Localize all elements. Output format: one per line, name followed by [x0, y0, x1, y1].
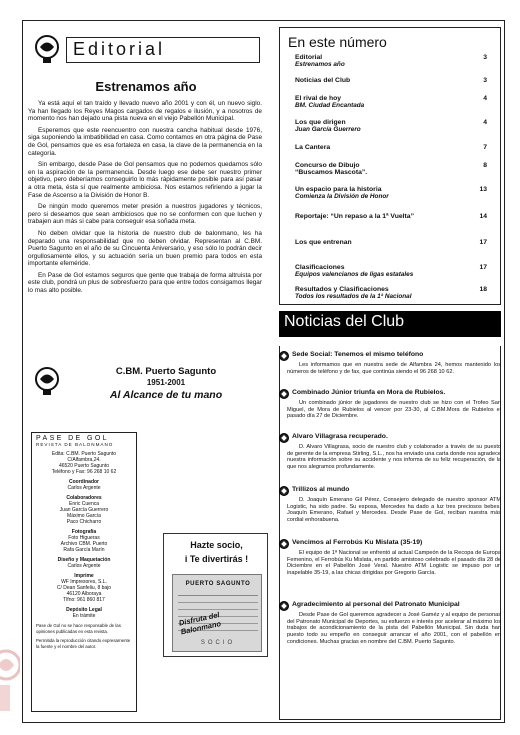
toc-item-title: Reportaje: “Un repaso a la 1ª Vuelta” — [295, 213, 414, 220]
news-item — [279, 487, 501, 524]
credits-notes — [36, 623, 132, 649]
club-watermark-icon — [0, 645, 20, 717]
publisher-line: Teléfono y Fax: 96 268 10 62 — [51, 469, 117, 475]
credits-note: Permitida la reproducción citando expresamente la fuente y el nombre del autor. — [36, 638, 131, 649]
editorial-paragraph: Sin embargo, desde Pase de Gol pensamos que no podemos quedarnos sólo en la aspiración de la permanencia. Desde luego ese debe ser nuestro primer objetivo, pero deberíamos conseguirlo lo más rápidamente posible para así pasar a otra meta, ésta sí que realmente ambiciosa. Nos estamos refiriendo a jugar la Fase de Ascenso a la División de Honor B. — [28, 161, 262, 199]
credits-block — [36, 529, 132, 553]
publisher-line: Edita: C.BM. Puerto Sagunto — [51, 451, 117, 457]
signature-years: 1951-2001 — [146, 378, 186, 387]
news-heading — [279, 434, 501, 441]
card-header: PUERTO SAGUNTO — [185, 581, 251, 587]
editorial-title-box — [66, 37, 260, 63]
credits-head: Depósito Legal — [66, 607, 102, 613]
toc-item-page: 7 — [483, 144, 487, 151]
credits-line: Carlos Argente — [67, 563, 101, 569]
credits-line: Rafa García Marín — [63, 547, 105, 553]
toc-item-subtitle: Todos los resultados de la 1ª Nacional — [295, 293, 412, 300]
editorial-column — [26, 24, 266, 720]
club-logo-icon — [34, 34, 60, 64]
news-item — [279, 602, 501, 646]
handball-icon — [279, 601, 289, 611]
toc-item[interactable] — [295, 144, 495, 151]
editorial-paragraph: Ya está aquí el tan traído y llevado nuevo año 2001 y con él, un nuevo siglo. Ya han llegado los Reyes Magos cargados de regalos e ilusión, y a nosotros de momento nos han dejado una pista nueva en el viejo Pabellón Municipal. — [28, 100, 262, 123]
card-footer: SOCIO — [200, 640, 236, 646]
credits-line: Foto Higueras — [68, 535, 100, 541]
credits-block — [36, 573, 132, 603]
toc-item[interactable] — [295, 77, 495, 84]
credits-block — [36, 479, 132, 491]
membership-promo — [163, 533, 268, 657]
toc-title: En este número — [288, 34, 387, 50]
credits-box — [31, 432, 137, 712]
toc-item-page: 17 — [479, 264, 487, 271]
toc-item-title: La Cantera — [295, 144, 331, 151]
toc-item-page: 17 — [479, 239, 487, 246]
toc-item[interactable] — [295, 54, 495, 68]
toc-item-subtitle: Equipos valencianos de ligas estatales — [295, 271, 414, 278]
toc-item-page: 3 — [483, 77, 487, 84]
editorial-title: Editorial — [73, 39, 166, 59]
promo-line1: Hazte socio, — [190, 540, 243, 550]
toc-item-subtitle: Juan García Guerrero — [295, 126, 361, 133]
credits-head: Coordinador — [69, 479, 99, 485]
toc-item[interactable] — [295, 186, 495, 200]
toc-item-page: 18 — [479, 286, 487, 293]
card-stamp: Disfruta del Balonmano — [178, 610, 222, 637]
toc-item[interactable] — [295, 119, 495, 133]
editorial-paragraph: En Pase de Gol estamos seguros que gente que trabaja de forma altruista por este club, pondrá un plus de sobresfuerzo para que entre todos consigamos llegar lo mas alto posible. — [28, 271, 262, 295]
news-heading — [279, 540, 501, 547]
credits-note: Pase de Gol no se hace responsable de las opiniones publicadas en esta revista. — [36, 623, 121, 634]
toc-item-title: Resultados y Clasificaciones — [295, 286, 389, 293]
news-item — [279, 352, 501, 375]
credits-line: Archivo CBM. Puerto — [60, 541, 108, 547]
editorial-paragraph: Esperemos que este reencuentro con nuestra cancha habitual desde 1976, siga suponiendo la imbatibilidad en casa. Como contamos en otra página de Pase de Gol, pensamos que es esa fortaleza en casa, la clave de la permanencia en la categoría. — [28, 126, 262, 157]
toc-item[interactable] — [295, 213, 495, 220]
credits-block — [36, 557, 132, 569]
news-heading-text: Agradecimiento al personal del Patronato Municipal — [292, 601, 460, 608]
editorial-headline: Estrenamos año — [95, 79, 197, 94]
toc-item-subtitle: Estrenamos año — [295, 61, 345, 68]
membership-card-image — [172, 574, 262, 652]
credits-line: En trámite — [72, 613, 96, 619]
toc-item-title: Los que entrenan — [295, 239, 352, 246]
publisher-line: 46520 Puerto Sagunto — [58, 463, 110, 469]
toc-item-page: 14 — [479, 213, 487, 220]
news-heading — [279, 602, 501, 609]
news-body: D. Alvaro Villagrasa, socio de nuestro club y colaborador a través de su puesto de gerente de la empresa Stirling, S.L., nos ha enviado una carta donde nos agradece nuestra información sobre su accidente y nos informa de su feliz recuperación, de la que nos alegramos profundamente. — [287, 443, 501, 471]
news-heading — [279, 352, 501, 359]
credits-block — [36, 495, 132, 525]
news-title-bar — [279, 311, 501, 337]
news-item — [279, 540, 501, 577]
news-heading-text: Alvaro Villagrasa recuperado. — [292, 433, 388, 440]
credits-head: Fotografía — [71, 529, 97, 535]
credits-head: Imprime — [74, 573, 94, 579]
news-heading — [279, 487, 501, 494]
toc-item-title: Editorial — [295, 54, 323, 61]
news-body: Les informamos que en nuestra sede de Alfambra 24, hemos mantenido los números de teléfono y de fax, que continúa siendo el 96 268 10 62. — [287, 361, 501, 375]
news-heading-text: Sede Social: Tenemos el mismo teléfono — [292, 351, 424, 358]
toc-item-page: 4 — [483, 119, 487, 126]
editorial-paragraph: De ningún modo queremos meter presión a nuestros jugadores y técnicos, pero si deseamos que sean ambiciosos que no se conformen con que luchen y trabajen aun más si cabe para conseguir esa soñada meta. — [28, 203, 262, 226]
credits-line: C/ Dean Sanfeliu, 8 bajo — [56, 585, 112, 591]
publisher-line: C/Alfambra,24. — [67, 457, 101, 463]
editorial-paragraph: No deben olvidar que la historia de nuestro club de balonmano, les ha deparado una responsabilidad que no deben olvidar. Representan al C.BM. Puerto Sagunto en el año de su Cincuenta Aniversario, y eso sólo lo podrán decir orgullosamente ellos, y su actuación sería un buen premio para todos en esta importante efeméride. — [28, 229, 262, 268]
credits-block — [36, 607, 132, 619]
signature-motto: Al Alcance de tu mano — [109, 389, 223, 401]
promo-line2: i Te divertirás ! — [184, 554, 249, 564]
handball-icon — [279, 351, 289, 361]
toc-item-page: 8 — [483, 162, 487, 169]
credits-head: Diseño y Maquetación — [57, 557, 111, 563]
toc-item[interactable] — [295, 95, 495, 109]
toc-item-title: Concurso de Dibujo — [295, 162, 360, 169]
toc-item[interactable] — [295, 264, 495, 278]
news-title: Noticias del Club — [284, 313, 405, 330]
table-of-contents — [279, 27, 501, 305]
handball-icon — [279, 433, 289, 443]
news-item — [279, 390, 501, 420]
credits-line: 46120 Alboraya — [66, 591, 102, 597]
toc-item-subtitle: “Buscamos Mascota”. — [295, 169, 368, 176]
toc-item-title: Noticias del Club — [295, 77, 351, 84]
toc-item[interactable] — [295, 162, 495, 176]
handball-icon — [279, 486, 289, 496]
toc-item[interactable] — [295, 286, 495, 300]
news-body: D. Joaquín Emerano Gil Pérez, Consejero delegado de nuestro sponsor ATM Logistic, ha sido padre. Su esposa, Mercedes ha dado a luz tres preciosos bebes, Joaquín Emerano, Rafael y Mercedes. Desde Pase de Gol, reciban nuestra más cordial enhorabuena. — [287, 496, 501, 524]
club-logo-icon — [34, 366, 60, 396]
toc-item-page: 13 — [479, 186, 487, 193]
news-body: Un combinado júnior de jugadores de nuestro club se hizo con el Trofeo San Miguel, de Mora de Rubielos al vencer por 23-30, al C.BM.Mora de Rubielos el pasado día 27 de Diciembre. — [287, 399, 501, 420]
credits-line: WF Impresores, S.L. — [61, 579, 107, 585]
toc-item-title: Un espacio para la historia — [295, 186, 382, 193]
handball-icon — [279, 539, 289, 549]
toc-item-title: Los que dirigen — [295, 119, 346, 126]
news-body: El equipo de 1ª Nacional se enfrentó al actual Campeón de la Recopa de Europa Femenino, el Ferrobús Ku Mislata, en partido amistoso celebrado el pasado día 28 de Diciembre en el Pabellón José Veral. Nuestro ATM Logistic se impuso por un inapelable 35-19, a las chicas dirigidas por Gregorio García. — [287, 549, 501, 577]
credits-publisher — [36, 451, 132, 475]
credits-head: Colaboradores — [66, 495, 102, 501]
toc-item-page: 3 — [483, 54, 487, 61]
news-heading-text: Combinado Júnior triunfa en Mora de Rubielos. — [292, 389, 446, 396]
news-heading — [279, 390, 501, 397]
toc-item[interactable] — [295, 239, 495, 246]
toc-item-page: 4 — [483, 95, 487, 102]
credits-line: Carlos Argente — [67, 485, 101, 491]
toc-item-title: El rival de hoy — [295, 95, 342, 102]
news-heading-text: Trillizos al mundo — [292, 486, 350, 493]
toc-item-title: Clasificaciones — [295, 264, 345, 271]
credits-line: Máximo García — [67, 513, 101, 519]
editorial-signature — [68, 366, 264, 401]
news-body: Desde Pase de Gol queremos agradecer a José Gaméz y al equipo de personas del Patronato Municipal de Deportes, su esfuerzo e interés por acelerar al máximo los trabajos de acondicionamiento de la pista del Pabellón Municipal. Sin duda han puesto todo su empeño en conseguir arrancar el año 2001, con el pabellón en condiciones. Muchas gracias en nombre del C.BM. Puerto Sagunto. — [287, 611, 501, 645]
credits-title: PASE DE GOL — [36, 435, 109, 442]
credits-line: Juan García Guerrero — [59, 507, 109, 513]
credits-line: Paco Chicharro — [66, 519, 102, 525]
handball-icon — [279, 389, 289, 399]
news-item — [279, 434, 501, 471]
news-heading-text: Vencimos al Ferrobús Ku Mislata (35-19) — [292, 539, 423, 546]
editorial-body — [28, 100, 262, 299]
credits-line: Enric Cuenca — [68, 501, 99, 507]
credits-subtitle: REVISTA DE BALONMANO — [36, 442, 114, 447]
signature-club: C.BM. Puerto Sagunto — [115, 366, 217, 377]
credits-line: Tlfno: 961 860 817 — [63, 597, 105, 603]
toc-item-subtitle: Comienza la División de Honor — [295, 193, 389, 200]
toc-item-subtitle: BM. Ciudad Encantada — [295, 102, 365, 109]
